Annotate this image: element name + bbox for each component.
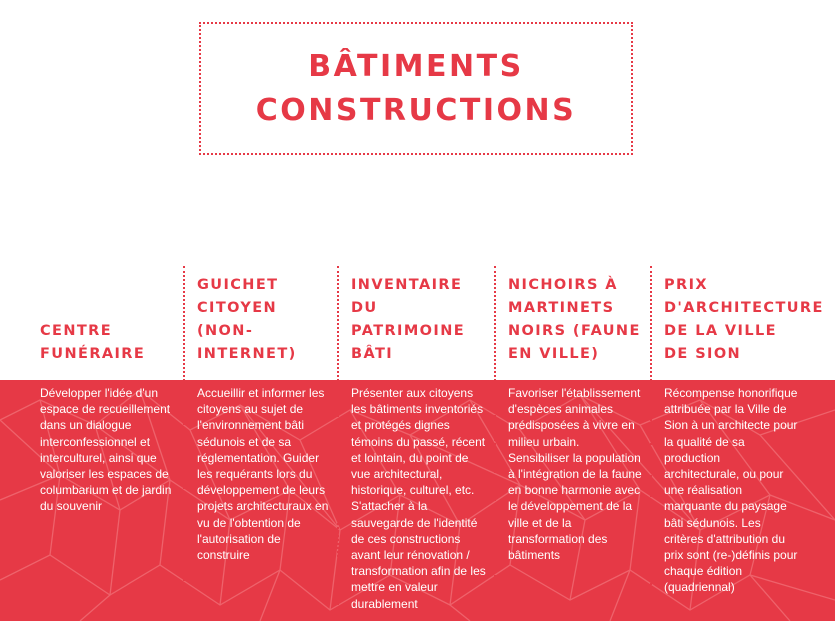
column-heading: NICHOIRS À MARTINETS NOIRS (FAUNE EN VILLE) bbox=[508, 277, 641, 362]
column-text: Développer l'idée d'un espace de recueillement dans un dialogue interconfessionnel et interculturel, ainsi que valoriser les espaces de columbarium et de jardin du souvenir bbox=[40, 386, 172, 514]
title-line-2: CONSTRUCTIONS bbox=[255, 92, 577, 128]
column-nichoirs-martinets bbox=[494, 266, 648, 621]
column-text: Récompense honorifique attribuée par la Ville de Sion à un architecte pour la qualité de sa production architecturale, ou pour une réalisation marquante du paysage bâti sédunois. Les critères d'attribution du prix sont (re-)définis pour chaque édition (quadriennal) bbox=[664, 386, 798, 595]
column-heading: PRIX D'ARCHITECTURE DE LA VILLE DE SION bbox=[664, 277, 824, 362]
column-centre-funeraire bbox=[28, 266, 178, 621]
title-box bbox=[199, 22, 633, 155]
column-guichet-citoyen bbox=[183, 266, 335, 621]
column-text: Favoriser l'établissement d'espèces animales prédisposées à vivre en milieu urbain. Sensibiliser la population à l'intégration de la faune en bonne harmonie avec le développement de la ville et de la transformation des bâtiments bbox=[508, 386, 642, 563]
column-text: Accueillir et informer les citoyens au sujet de l'environnement bâti sédunois et de sa réglementation. Guider les requérants lors du développement de leurs projets architecturaux en vu de l'obtention de l'autorisation de construire bbox=[197, 386, 329, 563]
column-heading: GUICHET CITOYEN (NON-INTERNET) bbox=[197, 277, 297, 362]
column-heading: CENTRE FUNÉRAIRE bbox=[40, 323, 146, 362]
column-text: Présenter aux citoyens les bâtiments inventoriés et protégés dignes témoins du passé, récent et lointain, du point de vue architectural, historique, culturel, etc. S'attacher à la sauvegarde de l'identité de ces constructions avant leur rénovation / transformation afin de les mettre en valeur durablement bbox=[351, 386, 486, 611]
column-prix-architecture bbox=[650, 266, 824, 621]
column-inventaire-patrimoine bbox=[337, 266, 491, 621]
column-heading: INVENTAIRE DU PATRIMOINE BÂTI bbox=[351, 277, 466, 362]
title-line-1: BÂTIMENTS bbox=[308, 48, 524, 84]
